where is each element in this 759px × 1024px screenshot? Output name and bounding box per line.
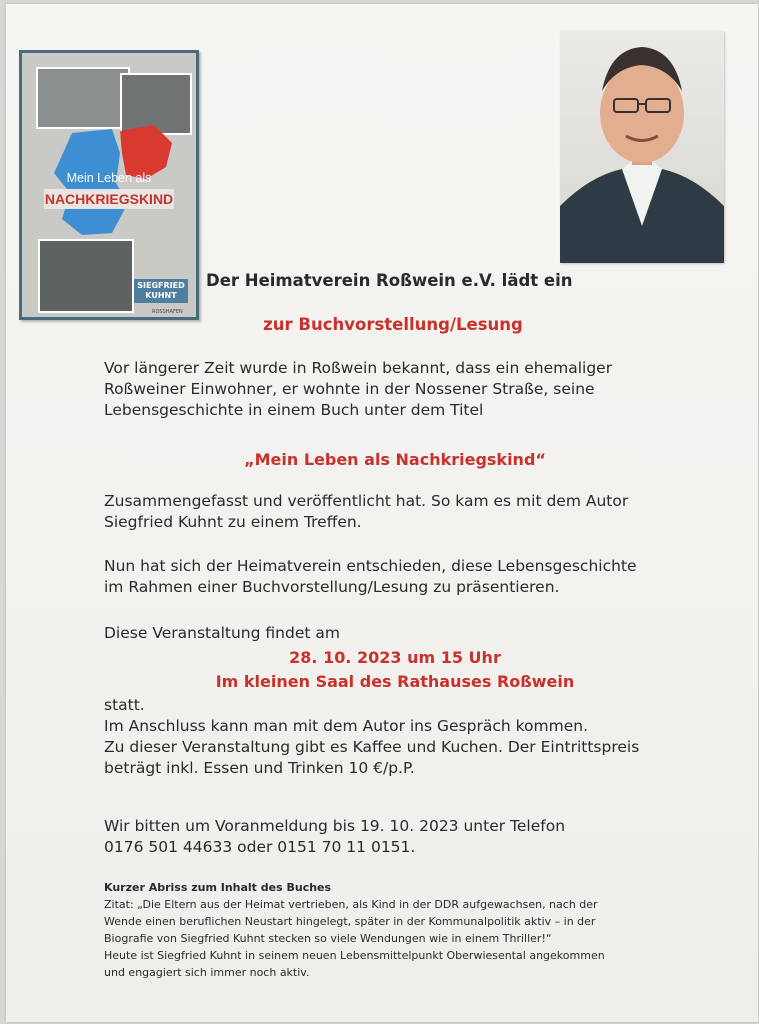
book-abstract — [104, 880, 605, 981]
event-type-subheading: zur Buchvorstellung/Lesung — [263, 315, 523, 334]
decision-paragraph — [104, 556, 637, 598]
abstract-heading: Kurzer Abriss zum Inhalt des Buches — [104, 881, 332, 894]
author-first-name: SIEGFRIED — [137, 281, 185, 290]
abstract-line: Zitat: „Die Eltern aus der Heimat vertrieben, als Kind in der DDR aufgewachsen, nach der — [104, 898, 598, 911]
author-last-name: KUHNT — [145, 291, 177, 300]
book-title-quote: „Mein Leben als Nachkriegskind“ — [244, 450, 546, 469]
decision-line: im Rahmen einer Buchvorstellung/Lesung zu präsentieren. — [104, 578, 560, 596]
intro-line: Roßweiner Einwohner, er wohnte in der Nossener Straße, seine — [104, 380, 595, 398]
book-author-label — [134, 279, 188, 303]
event-intro: Diese Veranstaltung findet am — [104, 624, 340, 642]
event-location: Im kleinen Saal des Rathauses Roßwein — [215, 672, 575, 691]
family-photo — [38, 239, 134, 313]
intro-line: Lebensgeschichte in einem Buch unter dem Titel — [104, 401, 484, 419]
intro-line: Vor längerer Zeit wurde in Roßwein bekannt, dass ein ehemaliger — [104, 359, 613, 377]
details-line: statt. — [104, 696, 145, 714]
registration-paragraph — [104, 816, 565, 858]
intro-paragraph — [104, 358, 612, 421]
author-portrait-photo — [560, 31, 724, 263]
event-date: 28. 10. 2023 um 15 Uhr — [289, 648, 501, 667]
abstract-line: Biografie von Siegfried Kuhnt stecken so viele Wendungen wie in einem Thriller!“ — [104, 932, 552, 945]
details-line: Im Anschluss kann man mit dem Autor ins Gespräch kommen. — [104, 717, 589, 735]
summary-line: Zusammengefasst und veröffentlicht hat. So kam es mit dem Autor — [104, 492, 629, 510]
abstract-line: Heute ist Siegfried Kuhnt in seinem neuen Lebensmittelpunkt Oberwiesental angekommen — [104, 949, 605, 962]
summary-line: Siegfried Kuhnt zu einem Treffen. — [104, 513, 362, 531]
summary-paragraph — [104, 491, 628, 533]
book-cover-image — [19, 50, 199, 320]
person-silhouette-icon — [560, 31, 724, 263]
page-heading: Der Heimatverein Roßwein e.V. lädt ein — [206, 271, 573, 290]
decision-line: Nun hat sich der Heimatverein entschieden, diese Lebensgeschichte — [104, 557, 637, 575]
details-line: Zu dieser Veranstaltung gibt es Kaffee und Kuchen. Der Eintrittspreis — [104, 738, 640, 756]
abstract-line: und engagiert sich immer noch aktiv. — [104, 966, 310, 979]
book-title-line1: Mein Leben als — [66, 171, 152, 185]
village-photo — [36, 67, 130, 129]
details-line: beträgt inkl. Essen und Trinken 10 €/p.P. — [104, 759, 415, 777]
registration-line: Wir bitten um Voranmeldung bis 19. 10. 2023 unter Telefon — [104, 817, 566, 835]
publisher-label: ROSSHAFEN — [152, 309, 183, 315]
abstract-line: Wende einen beruflichen Neustart hingelegt, später in der Kommunalpolitik aktiv – in der — [104, 915, 596, 928]
details-paragraph — [104, 695, 639, 779]
registration-line: 0176 501 44633 oder 0151 70 11 0151. — [104, 838, 416, 856]
book-title-line2: NACHKRIEGSKIND — [44, 191, 174, 207]
